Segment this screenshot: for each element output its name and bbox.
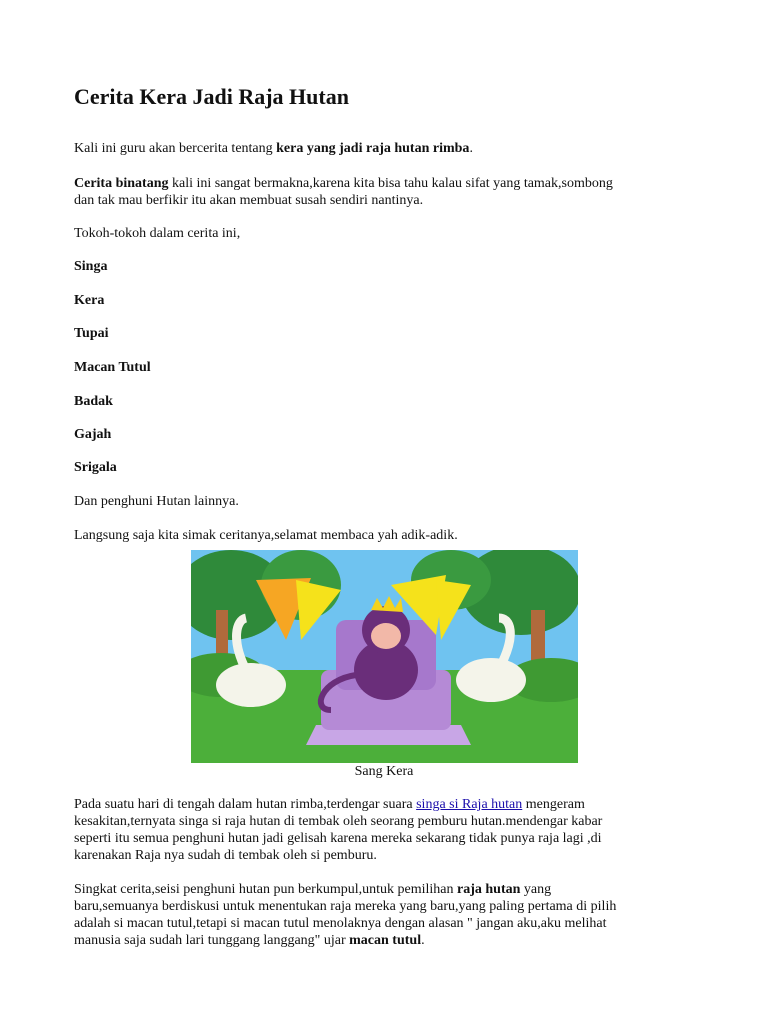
character-item: Kera [74, 293, 105, 308]
story-paragraph-1: Pada suatu hari di tengah dalam hutan rimba,terdengar suara singa si Raja hutan mengeram kesakitan,ternyata singa si raja hutan di tembak oleh seorang pemburu hutan.mendengar kabar seperti itu semua penghuni hutan jadi gelisah karena mereka sekarang tidak punya raja lagi ,di karenakan Raja nya sudah di tembak oleh si pemburu. [74, 797, 603, 863]
other-residents: Dan penghuni Hutan lainnya. [74, 494, 239, 509]
story-illustration [191, 550, 578, 763]
lead-in: Langsung saja kita simak ceritanya,selamat membaca yah adik-adik. [74, 528, 458, 543]
figure-caption: Sang Kera [354, 764, 414, 779]
character-item: Gajah [74, 427, 112, 442]
article-title: Cerita Kera Jadi Raja Hutan [74, 84, 349, 109]
character-item: Singa [74, 259, 108, 274]
goose-right-body [456, 658, 526, 702]
character-item: Tupai [74, 326, 109, 341]
monkey-face [371, 623, 401, 649]
intro-paragraph: Kali ini guru akan bercerita tentang kera yang jadi raja hutan rimba. [74, 141, 473, 156]
moral-paragraph: Cerita binatang kali ini sangat bermakna,karena kita bisa tahu kalau sifat yang tamak,sombong dan tak mau berfikir itu akan membuat susah sendiri nantinya. [74, 176, 613, 208]
goose-left-body [216, 663, 286, 707]
character-item: Badak [74, 394, 113, 409]
character-item: Macan Tutul [74, 360, 151, 375]
story-paragraph-2: Singkat cerita,seisi penghuni hutan pun berkumpul,untuk pemilihan raja hutan yang baru,semuanya berdiskusi untuk menentukan raja mereka yang baru,yang paling pertama di pilih adalah si macan tutul,tetapi si macan tutul menolaknya dengan alasan " jangan aku,aku melihat manusia saja sudah lari tunggang langgang" ujar macan tutul. [74, 882, 617, 948]
lion-king-link[interactable]: singa si Raja hutan [416, 797, 523, 812]
character-item: Srigala [74, 460, 117, 475]
characters-intro: Tokoh-tokoh dalam cerita ini, [74, 226, 241, 241]
